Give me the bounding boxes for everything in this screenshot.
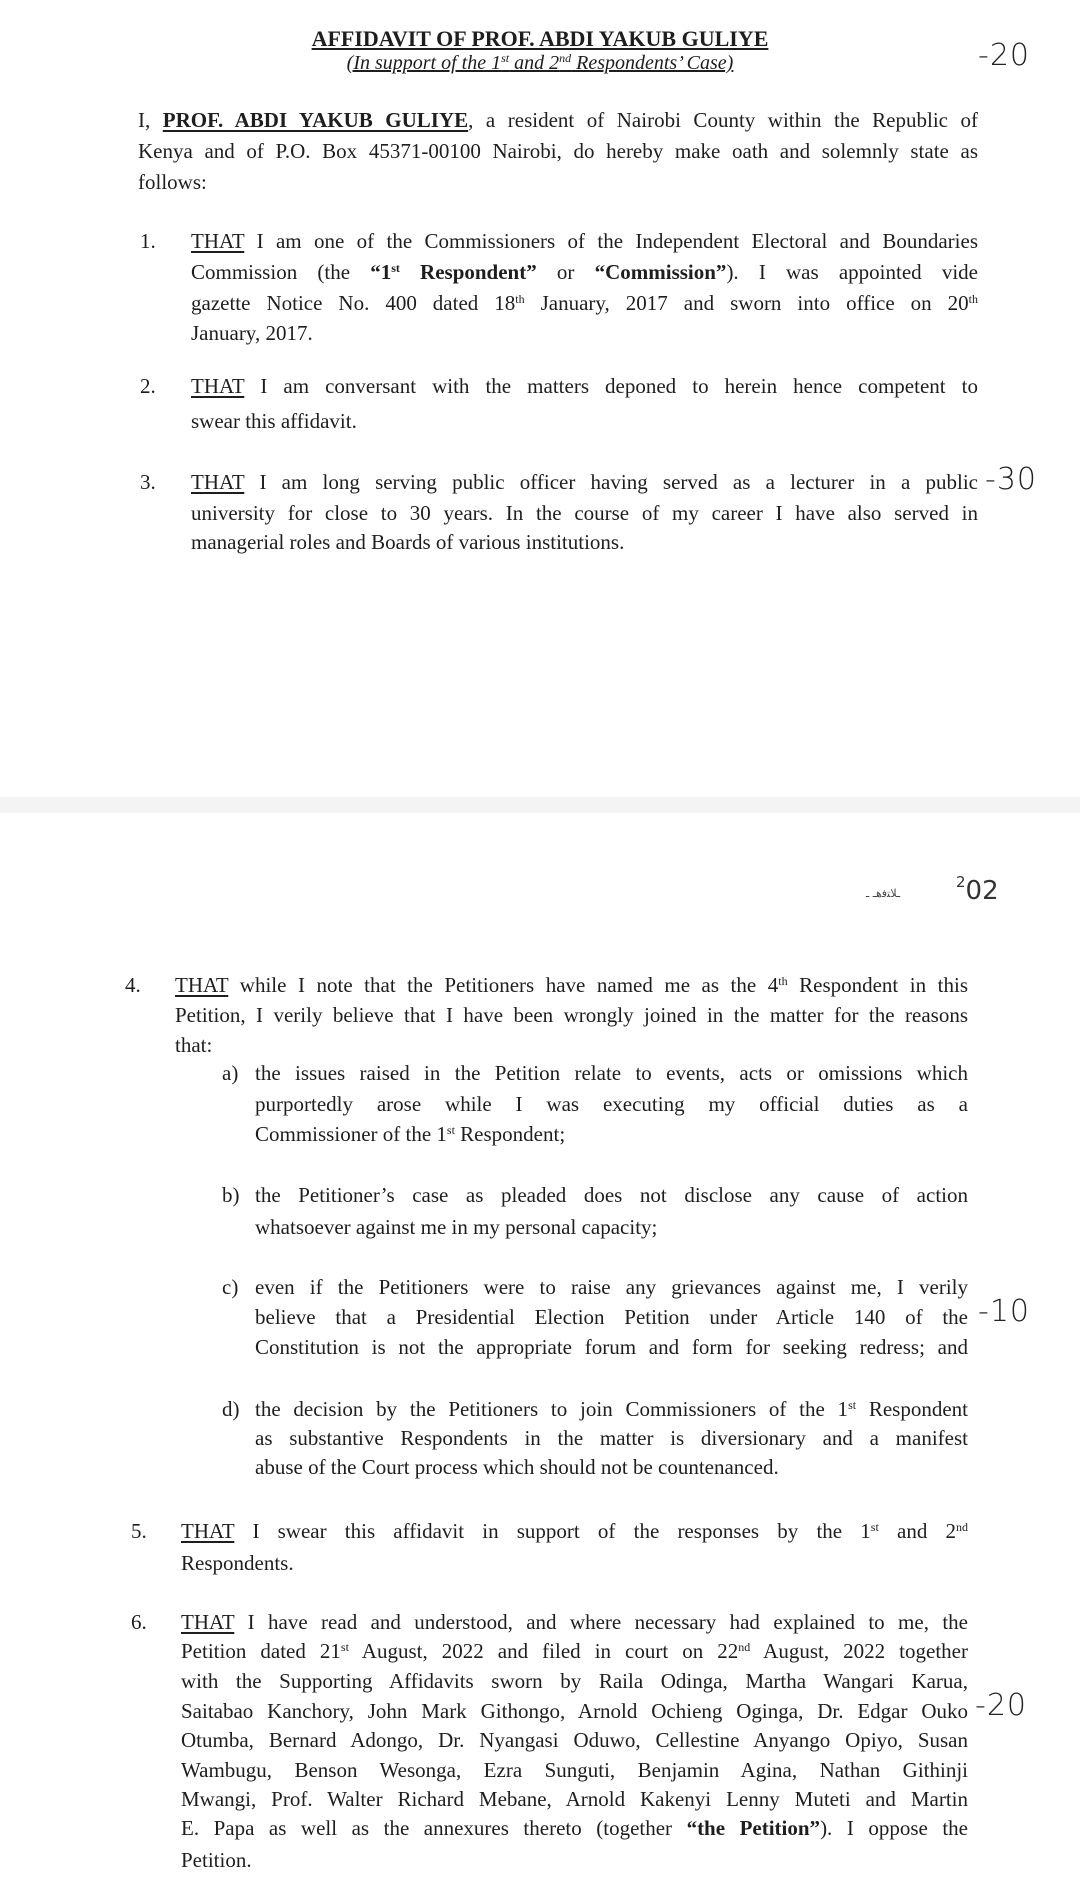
superscript: st	[446, 1123, 455, 1137]
sub-item-line: as substantive Respondents in the matter is diversionary and a manifest	[255, 1426, 968, 1450]
text: Petition dated 21	[181, 1639, 341, 1663]
superscript: th	[968, 292, 978, 306]
item-line	[191, 262, 978, 283]
text: Commission (the	[191, 260, 371, 284]
item-line: managerial roles and Boards of various institutions.	[191, 530, 625, 554]
item-line	[175, 975, 968, 996]
sub-item-line: the Petitioner’s case as pleaded does not disclose any cause of action	[255, 1183, 968, 1207]
that-keyword: THAT	[181, 1519, 235, 1543]
superscript: th	[515, 292, 525, 306]
item-line: Petition, I verily believe that I have been wrongly joined in the matter for the reasons	[175, 1003, 968, 1027]
superscript: 2	[956, 873, 966, 891]
item-line	[191, 376, 978, 397]
superscript: nd	[738, 1640, 751, 1654]
item-line: with the Supporting Affidavits sworn by Raila Odinga, Martha Wangari Karua,	[181, 1669, 968, 1693]
sub-item-letter: c)	[222, 1275, 239, 1299]
text: while I note that the Petitioners have named me as the 4	[228, 973, 779, 997]
text: August, 2022 and filed in court on 22	[348, 1639, 739, 1663]
sub-item-letter: d)	[222, 1397, 240, 1421]
text: January, 2017 and sworn into office on 20	[524, 291, 969, 315]
superscript: st	[340, 1640, 349, 1654]
item-line	[181, 1521, 968, 1542]
text: Respondent;	[454, 1122, 566, 1146]
that-keyword: THAT	[191, 470, 245, 494]
item-line: that:	[175, 1033, 213, 1057]
item-line: Otumba, Bernard Adongo, Dr. Nyangasi Oduwo, Cellestine Anyango Opiyo, Susan	[181, 1728, 968, 1752]
text: I am long serving public officer having served as a lecturer in a public	[244, 470, 978, 494]
handwritten-annotation: -10	[978, 1294, 1030, 1329]
item-line: Petition.	[181, 1848, 252, 1872]
bold-term: “the Petition”	[686, 1816, 821, 1840]
sub-item-line: Constitution is not the appropriate forum and form for seeking redress; and	[255, 1335, 968, 1359]
page-number	[956, 873, 999, 906]
sub-item-line	[255, 1399, 968, 1420]
item-line	[191, 293, 978, 314]
item-line: Wambugu, Benson Wesonga, Ezra Sunguti, Benjamin Agina, Nathan Githinji	[181, 1758, 968, 1782]
sub-item-letter: a)	[222, 1061, 239, 1085]
handwritten-annotation: -20	[978, 38, 1030, 73]
text: the decision by the Petitioners to join Commissioners of the 1	[255, 1397, 849, 1421]
item-number: 2.	[140, 374, 156, 398]
item-line: Saitabao Kanchory, John Mark Githongo, Arnold Ochieng Oginga, Dr. Edgar Ouko	[181, 1699, 968, 1723]
intro-line: follows:	[138, 170, 207, 194]
item-line	[181, 1818, 968, 1839]
sub-item-line	[255, 1124, 565, 1145]
item-line: Mwangi, Prof. Walter Richard Mebane, Arnold Kakenyi Lenny Muteti and Martin	[181, 1787, 968, 1811]
that-keyword: THAT	[181, 1610, 235, 1634]
stamp-mark: ـﻼﺘﻓﻫـ ـ	[866, 887, 901, 900]
superscript: th	[778, 974, 788, 988]
sub-item-letter: b)	[222, 1183, 240, 1207]
document-subtitle	[0, 52, 1080, 75]
text: August, 2022 together	[750, 1639, 968, 1663]
item-line: swear this affidavit.	[191, 409, 357, 433]
text: , a resident of Nairobi County within the Republic of	[468, 108, 978, 132]
item-number: 6.	[131, 1610, 147, 1634]
intro-line: Kenya and of P.O. Box 45371-00100 Nairobi, do hereby make oath and solemnly state as	[138, 139, 978, 163]
that-keyword: THAT	[191, 229, 245, 253]
item-number: 3.	[140, 470, 156, 494]
text: or	[536, 260, 595, 284]
sub-item-line: believe that a Presidential Election Petition under Article 140 of the	[255, 1305, 968, 1329]
item-number: 4.	[125, 973, 141, 997]
document-title: AFFIDAVIT OF PROF. ABDI YAKUB GULIYE	[311, 26, 769, 51]
page-number-text: 02	[965, 876, 999, 906]
item-number: 1.	[140, 229, 156, 253]
superscript: st	[870, 1520, 879, 1534]
text: Commissioner of the 1	[255, 1122, 447, 1146]
item-line: university for close to 30 years. In the course of my career I have also served in	[191, 501, 978, 525]
handwritten-annotation: -30	[985, 462, 1037, 497]
item-line	[181, 1641, 968, 1662]
text: Respondent in this	[787, 973, 968, 997]
text: E. Papa as well as the annexures thereto (together	[181, 1816, 687, 1840]
sub-item-line: even if the Petitioners were to raise any grievances against me, I verily	[255, 1275, 968, 1299]
text: gazette Notice No. 400 dated 18	[191, 291, 516, 315]
item-line	[181, 1612, 968, 1633]
text: I am one of the Commissioners of the Independent Electoral and Boundaries	[244, 229, 978, 253]
sub-item-line: whatsoever against me in my personal capacity;	[255, 1215, 658, 1239]
superscript: nd	[559, 51, 572, 65]
superscript: st	[848, 1398, 857, 1412]
that-keyword: THAT	[175, 973, 229, 997]
subtitle-text: Respondents’ Case)	[571, 52, 734, 74]
sub-item-line: abuse of the Court process which should not be countenanced.	[255, 1455, 779, 1479]
item-line: January, 2017.	[191, 321, 313, 345]
handwritten-annotation: -20	[975, 1688, 1027, 1723]
that-keyword: THAT	[191, 374, 245, 398]
sub-item-line: the issues raised in the Petition relate to events, acts or omissions which	[255, 1061, 968, 1085]
text: I swear this affidavit in support of the responses by the 1	[234, 1519, 871, 1543]
deponent-name: PROF. ABDI YAKUB GULIYE	[162, 108, 469, 132]
text: Respondent	[856, 1397, 968, 1421]
bold-term: “1st Respondent”	[370, 260, 537, 284]
superscript: nd	[956, 1520, 968, 1534]
item-line	[191, 231, 978, 252]
text: I have read and understood, and where necessary had explained to me, the	[234, 1610, 968, 1634]
item-line: Respondents.	[181, 1551, 294, 1575]
text: I,	[138, 108, 163, 132]
text: ). I oppose the	[820, 1816, 968, 1840]
item-line	[191, 472, 978, 493]
text: I am conversant with the matters deponed to herein hence competent to	[244, 374, 978, 398]
text: and 2	[878, 1519, 956, 1543]
text: ). I was appointed vide	[726, 260, 978, 284]
subtitle-text: (In support of the 1	[346, 52, 502, 74]
item-number: 5.	[131, 1519, 147, 1543]
sub-item-line: purportedly arose while I was executing my official duties as a	[255, 1092, 968, 1116]
page-separator	[0, 797, 1080, 813]
intro-line	[138, 110, 978, 131]
superscript: st	[501, 51, 510, 65]
subtitle-text: and 2	[509, 52, 560, 74]
bold-term: “Commission”	[594, 260, 727, 284]
